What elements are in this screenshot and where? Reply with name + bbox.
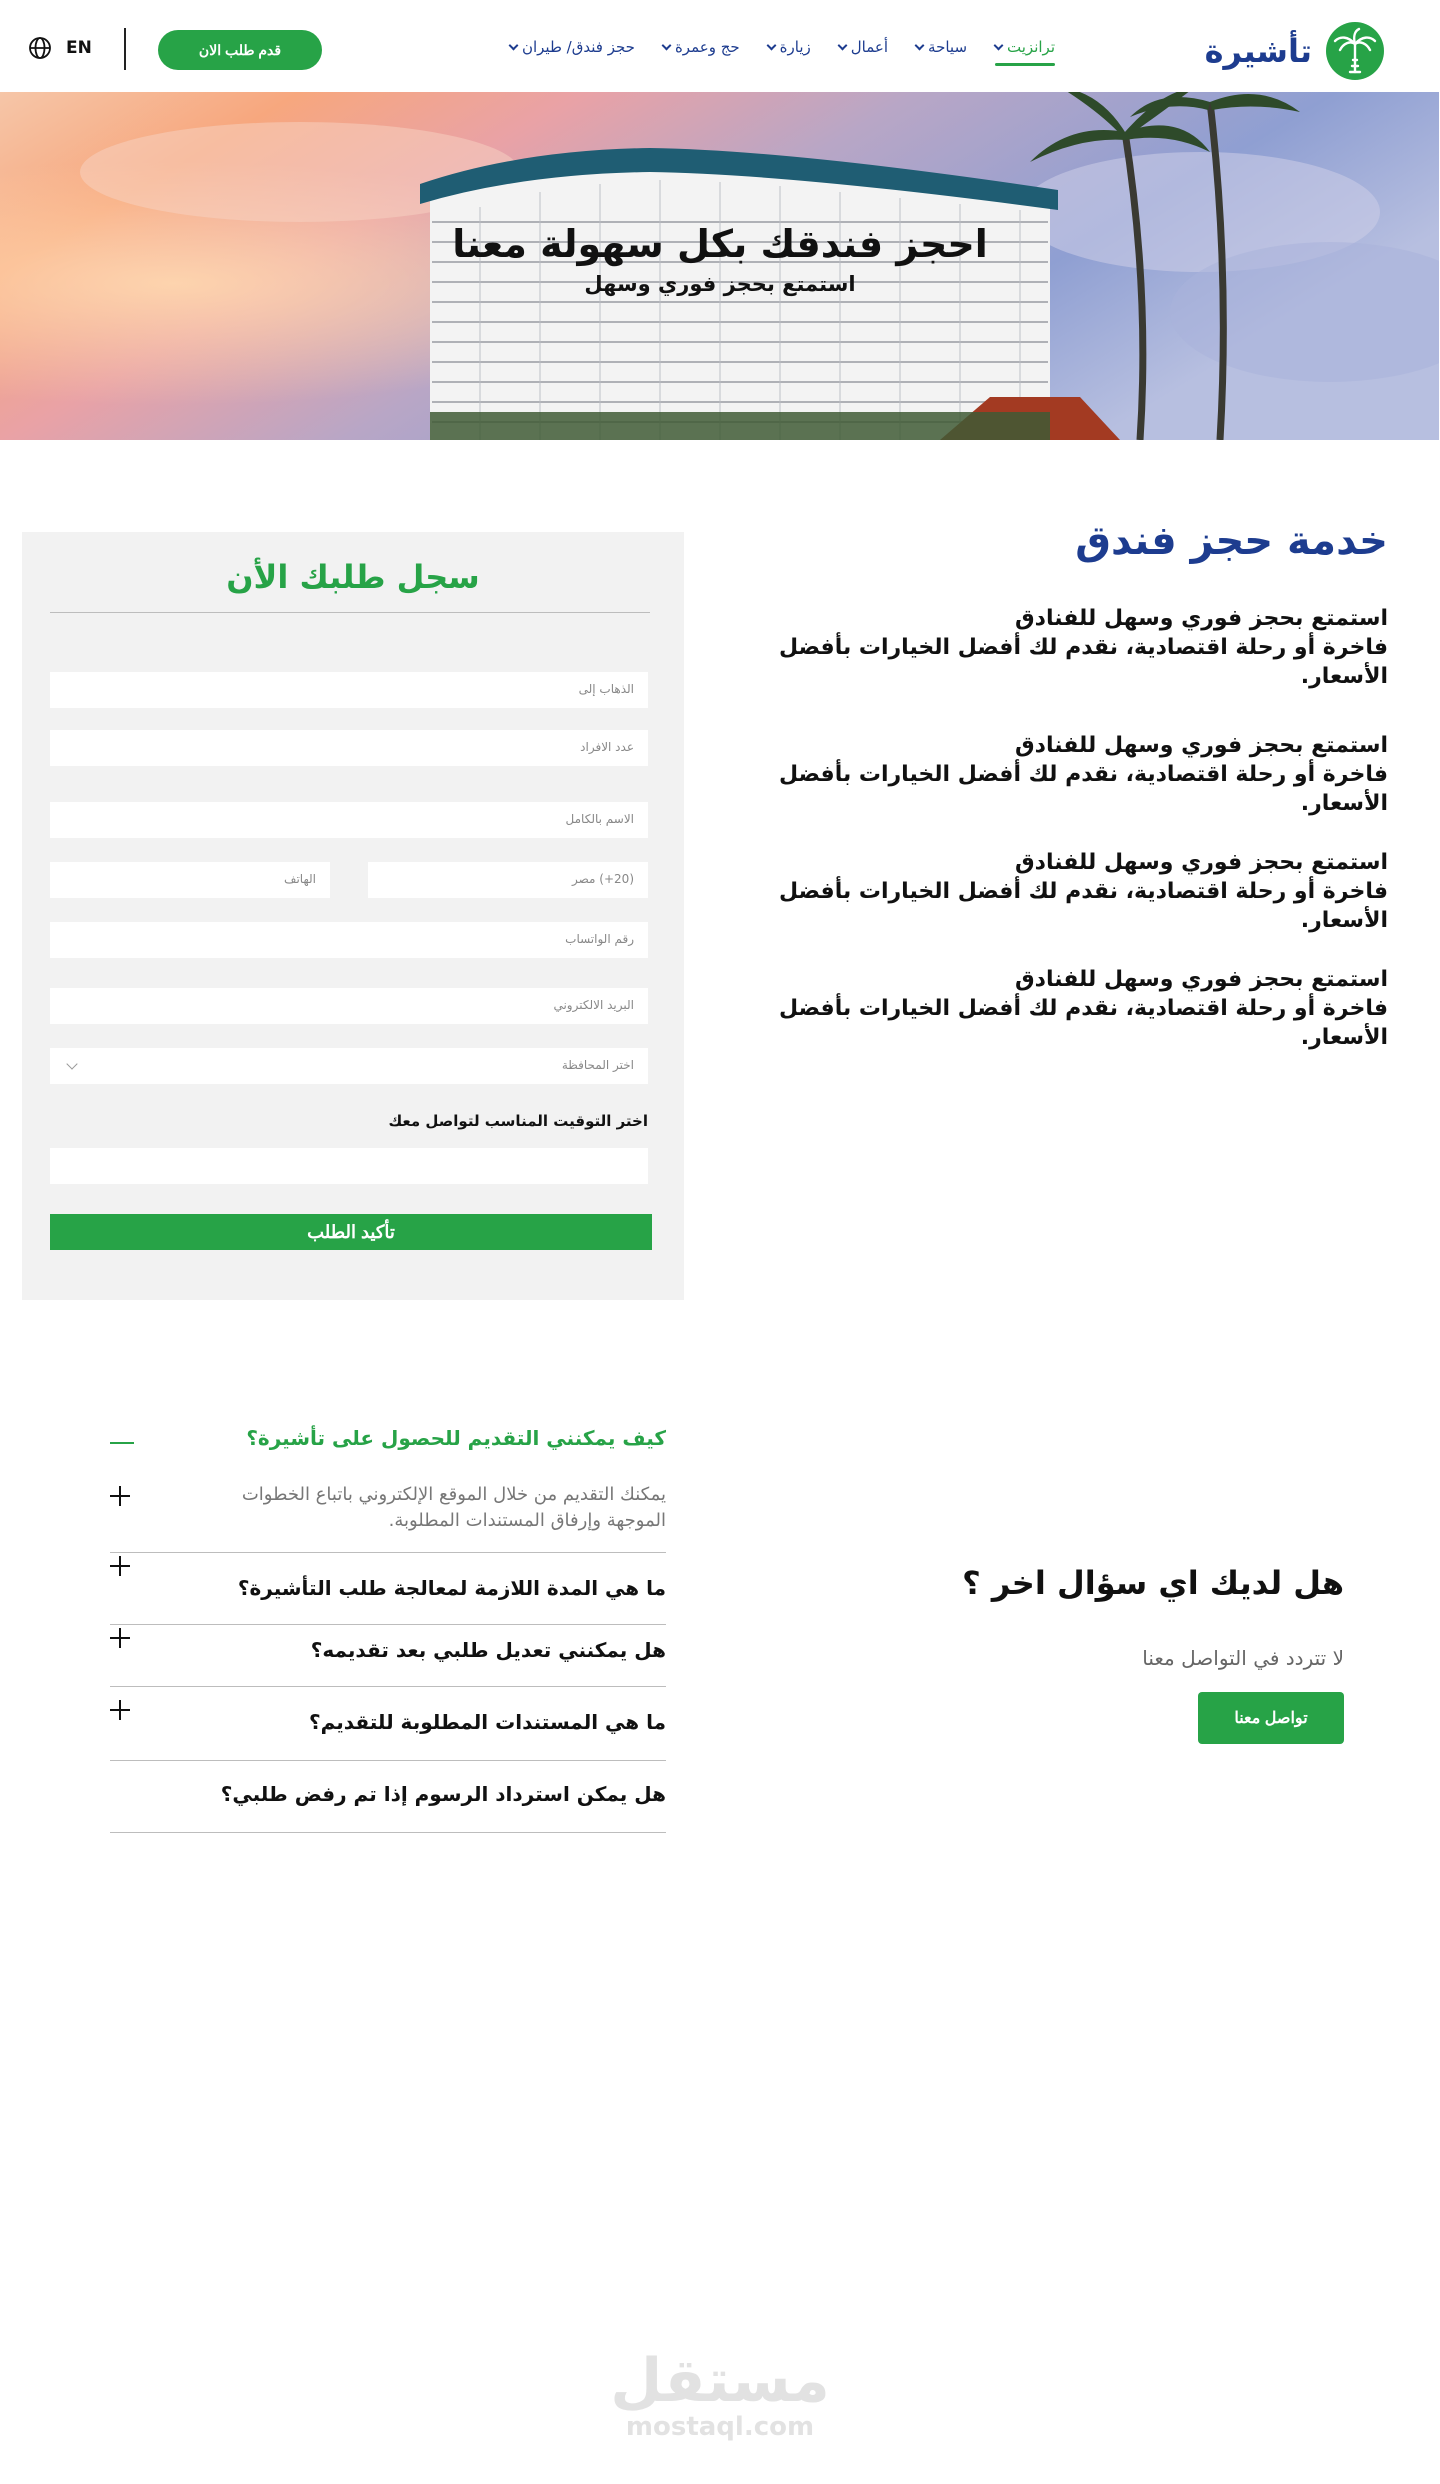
- service-line: فاخرة أو رحلة اقتصادية، نقدم لك أفضل الخيارات بأفضل الأسعار.: [778, 879, 1388, 933]
- faq-divider: [110, 1760, 666, 1761]
- site-logo[interactable]: [1205, 22, 1384, 80]
- nav-label: زيارة: [779, 38, 811, 56]
- nav-item-hajj-umrah[interactable]: [663, 38, 740, 56]
- service-line: فاخرة أو رحلة اقتصادية، نقدم لك أفضل الخيارات بأفضل الأسعار.: [778, 635, 1388, 689]
- chevron-down-icon: [66, 1058, 77, 1069]
- service-paragraph: [728, 604, 1388, 691]
- service-paragraph: [728, 848, 1388, 935]
- language-switcher[interactable]: [28, 36, 92, 60]
- watermark-arabic: مستقل: [610, 2346, 830, 2416]
- hero-title: احجز فندقك بكل سهولة معنا: [452, 222, 988, 266]
- hero-subtitle: استمتع بحجز فوري وسهل: [584, 272, 856, 296]
- mostaql-watermark: [0, 2346, 1440, 2442]
- nav-label: ترانزيت: [1007, 38, 1055, 56]
- nav-item-business[interactable]: [839, 38, 888, 56]
- site-header: [0, 0, 1440, 92]
- time-input[interactable]: [50, 1148, 648, 1184]
- nav-label: أعمال: [850, 38, 889, 56]
- chevron-down-icon: [766, 40, 776, 50]
- nav-item-visit[interactable]: [768, 38, 811, 56]
- faq-question[interactable]: هل يمكنني تعديل طلبي بعد تقديمه؟: [310, 1638, 666, 1662]
- service-line: فاخرة أو رحلة اقتصادية، نقدم لك أفضل الخيارات بأفضل الأسعار.: [778, 996, 1388, 1050]
- contact-subtitle: لا تتردد في التواصل معنا: [1142, 1646, 1344, 1670]
- contact-us-button[interactable]: تواصل معنا: [1198, 1692, 1344, 1744]
- plus-icon[interactable]: [110, 1556, 130, 1576]
- contact-section: [864, 1564, 1344, 1727]
- faq-divider: [110, 1832, 666, 1833]
- faq-divider: [110, 1624, 666, 1625]
- time-label: اختر التوقيت المناسب لتواصل معك: [388, 1112, 648, 1130]
- hero-hotel-image: [0, 92, 1440, 440]
- faq-question[interactable]: هل يمكن استرداد الرسوم إذا تم رفض طلبي؟: [220, 1782, 666, 1806]
- nav-item-tourism[interactable]: [916, 38, 967, 56]
- whatsapp-input[interactable]: رقم الواتساب: [50, 922, 648, 958]
- plus-icon[interactable]: [110, 1628, 130, 1648]
- language-label: EN: [66, 38, 92, 58]
- full-name-input[interactable]: الاسم بالكامل: [50, 802, 648, 838]
- globe-icon: [28, 36, 52, 60]
- service-line: فاخرة أو رحلة اقتصادية، نقدم لك أفضل الخيارات بأفضل الأسعار.: [778, 762, 1388, 816]
- nav-item-hotel-flight[interactable]: [510, 38, 635, 56]
- main-nav: [510, 38, 1055, 56]
- chevron-down-icon: [994, 40, 1004, 50]
- governorate-select[interactable]: [50, 1048, 648, 1084]
- service-line: استمتع بحجز فوري وسهل للفنادق: [1015, 967, 1388, 992]
- faq-divider: [110, 1552, 666, 1553]
- faq-question[interactable]: ما هي المستندات المطلوبة للتقديم؟: [309, 1710, 666, 1734]
- service-line: استمتع بحجز فوري وسهل للفنادق: [1015, 606, 1388, 631]
- form-divider: [50, 612, 650, 613]
- booking-form: [22, 532, 684, 1300]
- plus-icon[interactable]: [110, 1486, 130, 1506]
- confirm-request-button[interactable]: تأكيد الطلب: [50, 1214, 652, 1250]
- chevron-down-icon: [837, 40, 847, 50]
- service-paragraph: [728, 965, 1388, 1052]
- service-title: خدمة حجز فندق: [1075, 518, 1388, 564]
- nav-label: حج وعمرة: [674, 38, 740, 56]
- watermark-latin: mostaql.com: [625, 2412, 815, 2442]
- service-section: [728, 518, 1388, 1092]
- chevron-down-icon: [661, 40, 671, 50]
- faq-divider: [110, 1686, 666, 1687]
- faq-question-expanded[interactable]: كيف يمكنني التقديم للحصول على تأشيرة؟: [246, 1426, 666, 1450]
- palm-logo-icon: [1326, 22, 1384, 80]
- nav-label: حجز فندق/ طيران: [521, 38, 635, 56]
- destination-input[interactable]: الذهاب إلى: [50, 672, 648, 708]
- apply-now-button[interactable]: قدم طلب الان: [158, 30, 322, 70]
- logo-text: تأشيرة: [1204, 32, 1312, 70]
- country-code-select[interactable]: (20+) مصر: [368, 862, 648, 898]
- minus-icon[interactable]: [110, 1442, 134, 1444]
- faq-answer: يمكنك التقديم من خلال الموقع الإلكتروني باتباع الخطوات الموجهة وإرفاق المستندات المطلوبة.: [241, 1484, 666, 1531]
- nav-label: سياحة: [928, 38, 968, 56]
- form-title: سجل طلبك الأن: [226, 558, 480, 596]
- chevron-down-icon: [915, 40, 925, 50]
- service-line: استمتع بحجز فوري وسهل للفنادق: [1015, 850, 1388, 875]
- chevron-down-icon: [509, 40, 519, 50]
- header-divider: [124, 28, 126, 70]
- plus-icon[interactable]: [110, 1700, 130, 1720]
- email-input[interactable]: البريد الالكتروني: [50, 988, 648, 1024]
- service-paragraph: [728, 731, 1388, 818]
- hero-banner: [0, 92, 1440, 440]
- contact-title: هل لديك اي سؤال اخر ؟: [962, 1564, 1344, 1602]
- faq-question[interactable]: ما هي المدة اللازمة لمعالجة طلب التأشيرة؟: [237, 1576, 666, 1600]
- people-count-input[interactable]: عدد الافراد: [50, 730, 648, 766]
- nav-item-transit[interactable]: [995, 38, 1055, 56]
- governorate-placeholder: اختر المحافظة: [561, 1058, 634, 1072]
- service-line: استمتع بحجز فوري وسهل للفنادق: [1015, 733, 1388, 758]
- phone-input[interactable]: الهاتف: [50, 862, 330, 898]
